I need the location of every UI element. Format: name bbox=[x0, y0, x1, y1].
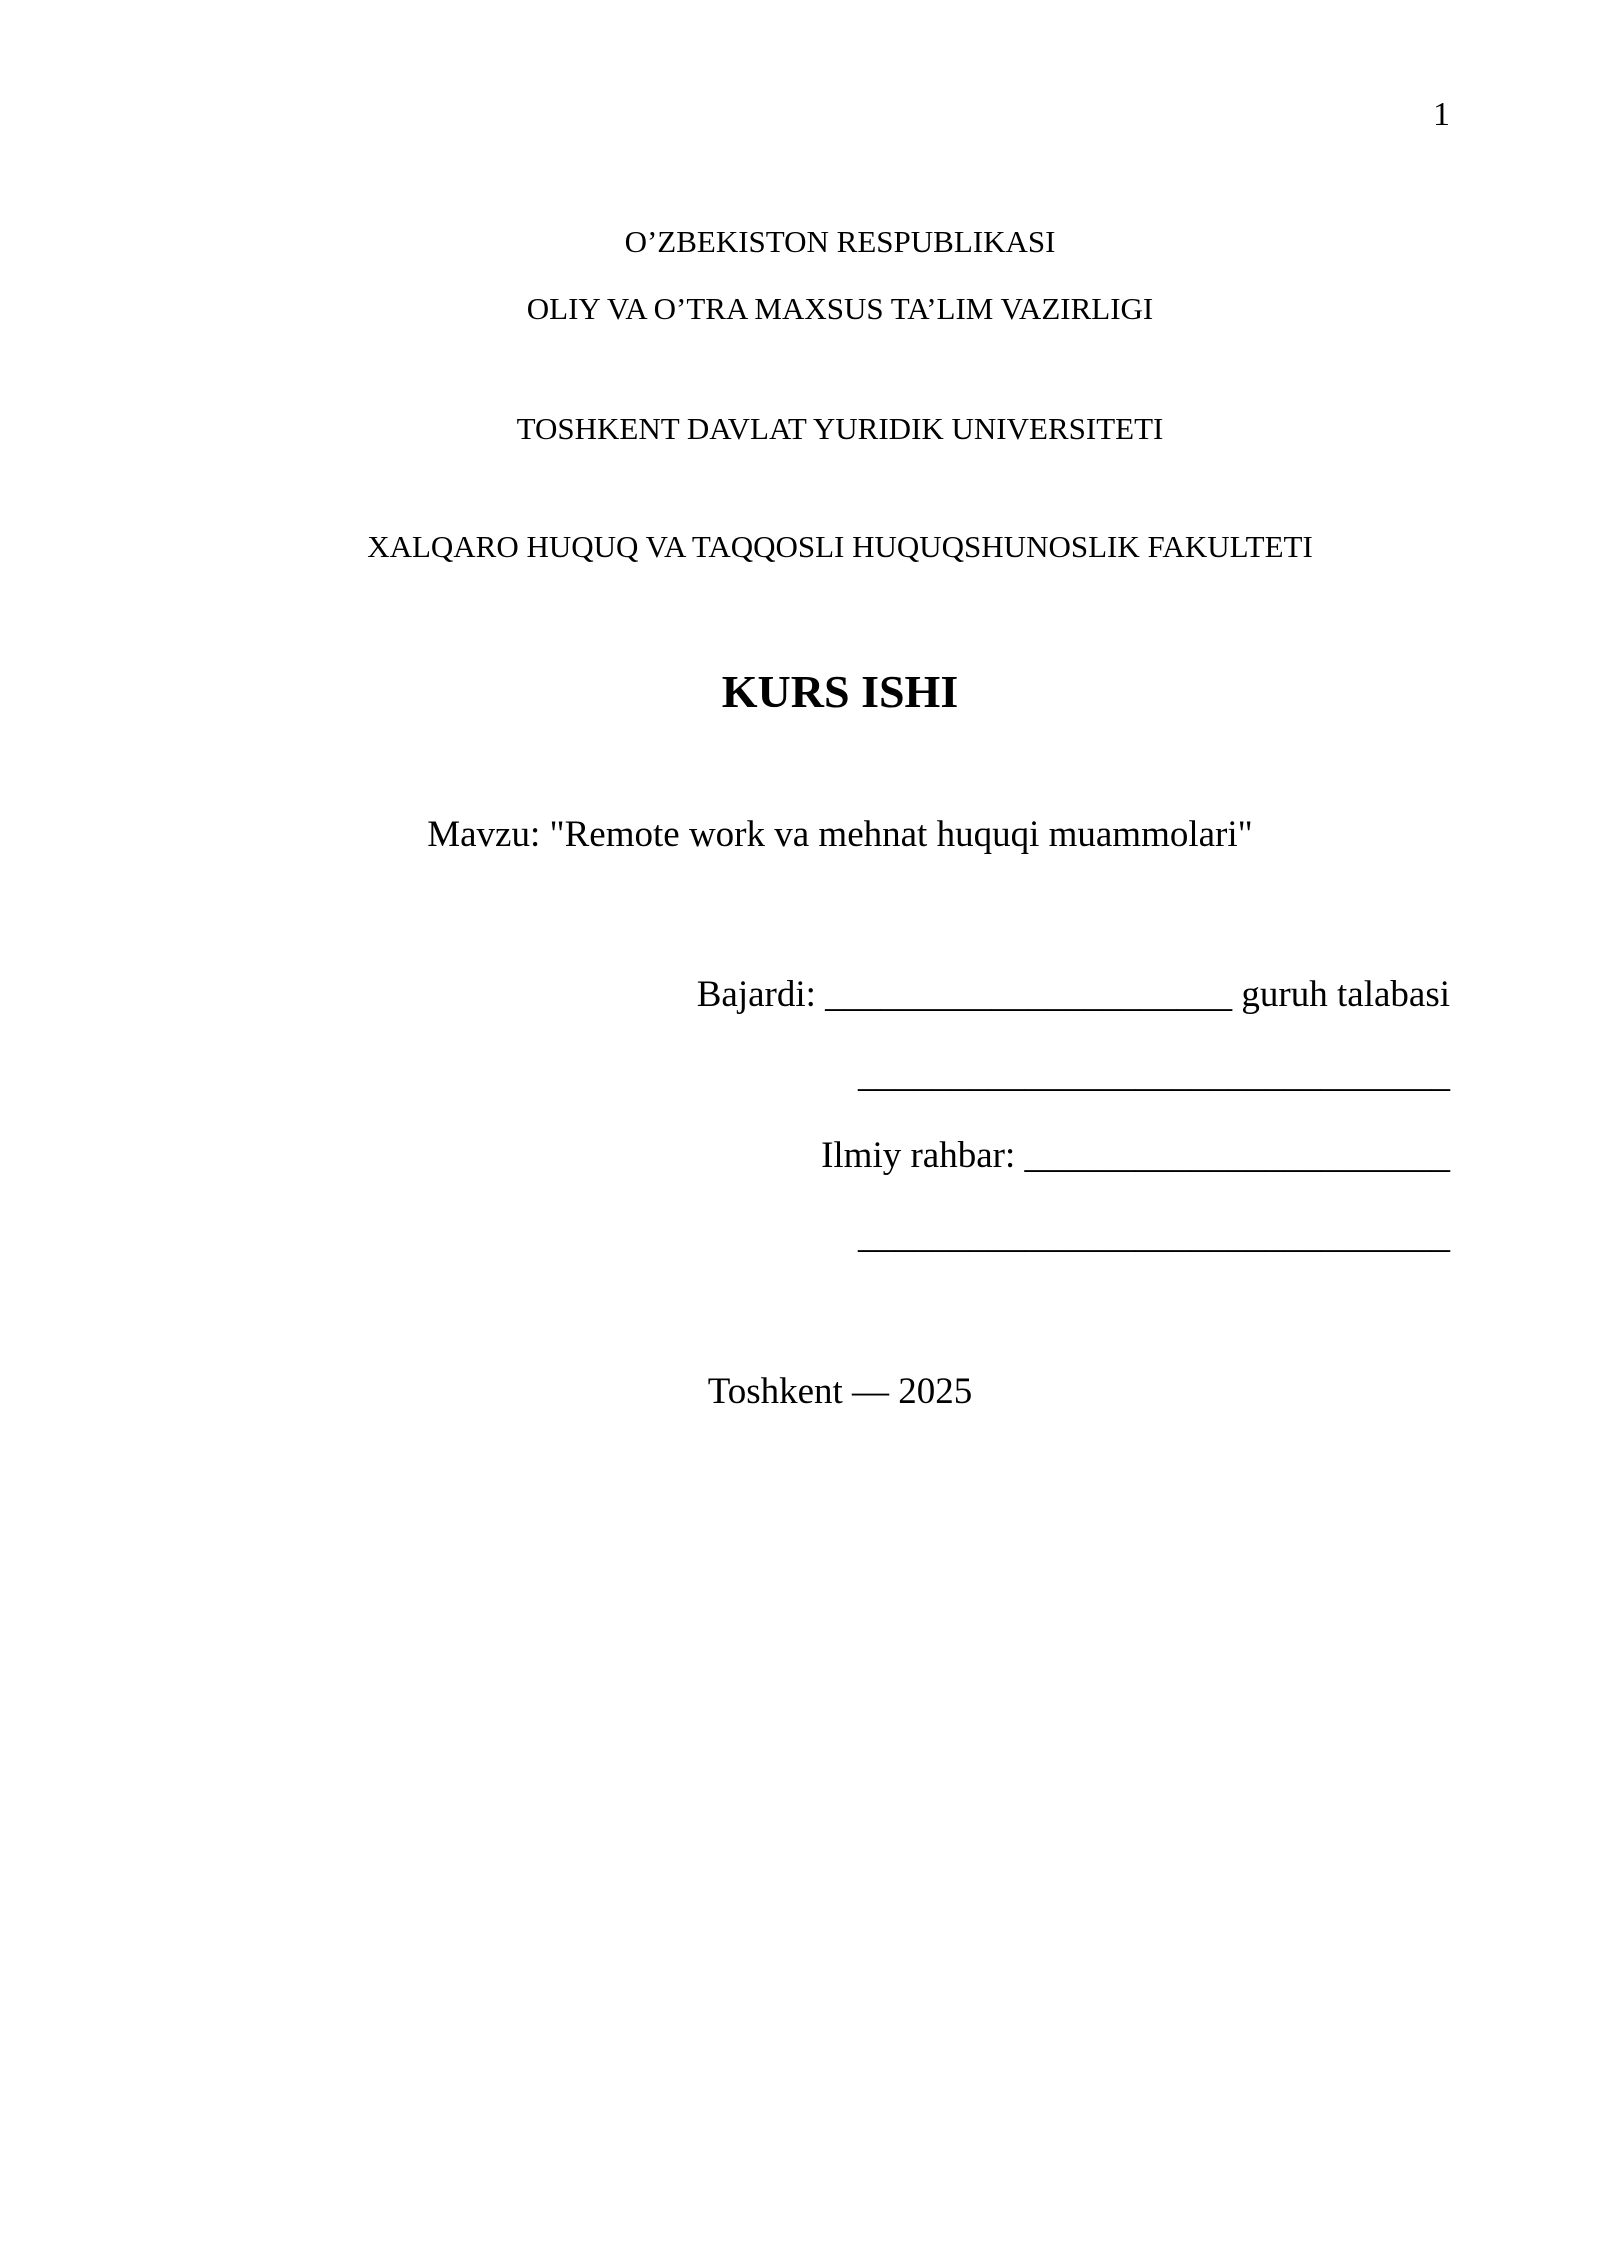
student-name-blank: ________________________________ bbox=[858, 1054, 1450, 1095]
document-title: KURS ISHI bbox=[721, 666, 959, 717]
page-number: 1 bbox=[1433, 96, 1450, 133]
topic-line: Mavzu: "Remote work va mehnat huquqi muammolari" bbox=[427, 814, 1253, 855]
advisor-signature-line: Ilmiy rahbar: _______________________ bbox=[821, 1135, 1450, 1176]
city-year-footer: Toshkent — 2025 bbox=[707, 1371, 973, 1412]
university-heading: TOSHKENT DAVLAT YURIDIK UNIVERSITETI bbox=[516, 411, 1164, 446]
student-signature-line: Bajardi: ______________________ guruh talabasi bbox=[696, 974, 1450, 1015]
advisor-name-blank: ________________________________ bbox=[858, 1215, 1450, 1256]
faculty-heading: XALQARO HUQUQ VA TAQQOSLI HUQUQSHUNOSLIK FAKULTETI bbox=[367, 529, 1313, 564]
republic-heading: O’ZBEKISTON RESPUBLIKASI bbox=[624, 224, 1056, 259]
ministry-heading: OLIY VA O’TRA MAXSUS TA’LIM VAZIRLIGI bbox=[526, 291, 1154, 326]
